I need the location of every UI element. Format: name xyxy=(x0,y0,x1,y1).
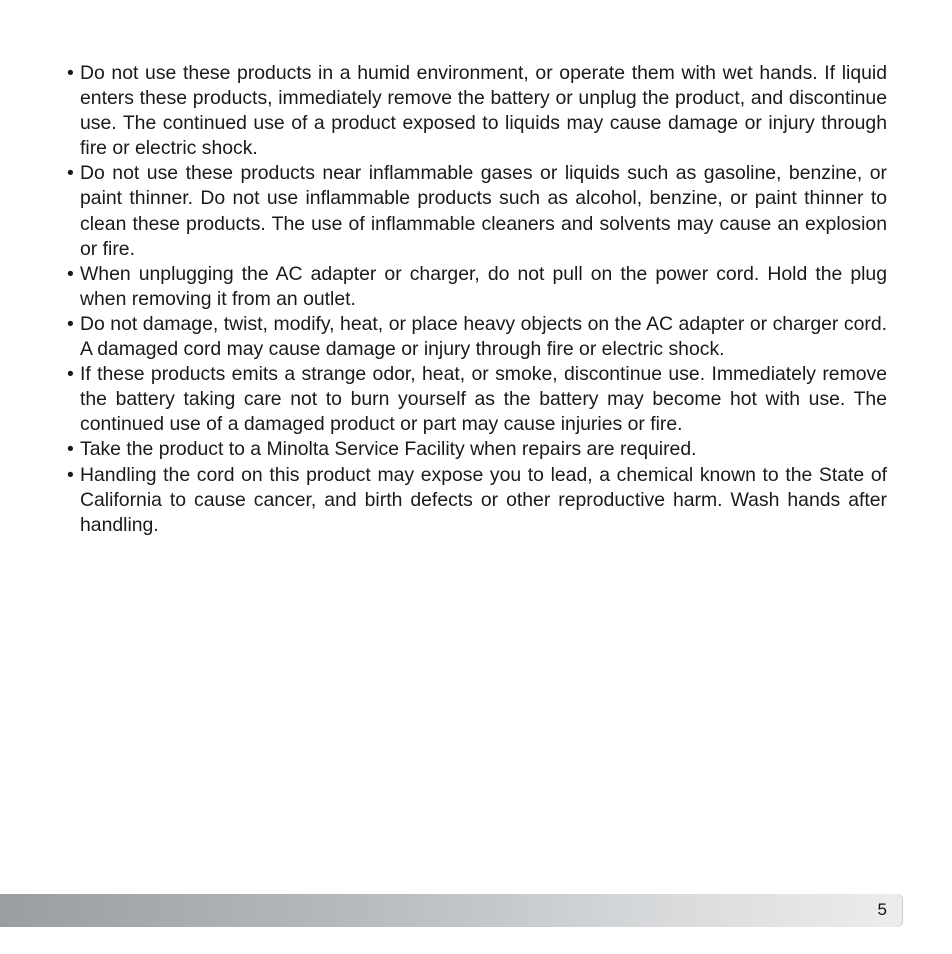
page-number: 5 xyxy=(877,900,887,919)
warning-item-humid xyxy=(66,61,887,161)
warning-text: If these products emits a strange odor, heat, or smoke, discontinue use. Immediately remove the battery taking care not to burn yourself as the battery may become hot with use. The continued use of a damaged product or part may cause injuries or fire. xyxy=(80,363,887,436)
safety-warning-list xyxy=(66,61,887,538)
warning-item-unplugging xyxy=(66,262,887,312)
warning-text: When unplugging the AC adapter or charger, do not pull on the power cord. Hold the plug when removing it from an outlet. xyxy=(80,262,887,310)
bullet-icon: • xyxy=(67,463,74,486)
warning-item-cord-damage xyxy=(66,312,887,362)
bullet-icon: • xyxy=(67,438,74,461)
warning-text: Handling the cord on this product may expose you to lead, a chemical known to the State of California to cause cancer, and birth defects or other reproductive harm. Wash hands after handling. xyxy=(80,463,887,536)
warning-text: Take the product to a Minolta Service Facility when repairs are required. xyxy=(80,438,697,461)
warning-text: Do not damage, twist, modify, heat, or place heavy objects on the AC adapter or charger cord. A damaged cord may cause damage or injury through fire or electric shock. xyxy=(80,312,887,361)
warning-item-service xyxy=(66,437,887,462)
bullet-icon: • xyxy=(67,363,74,386)
bullet-icon: • xyxy=(67,162,74,185)
footer-bar xyxy=(0,894,903,927)
warning-text: Do not use these products near inflammable gases or liquids such as gasoline, benzine, or paint thinner. Do not use inflammable products such as alcohol, benzine, or paint thinner to clean these products. The use of inflammable cleaners and solvents may cause an explosion or fire. xyxy=(80,162,887,260)
warning-item-odor-heat xyxy=(66,362,887,437)
warning-item-lead xyxy=(66,463,887,538)
bullet-icon: • xyxy=(67,262,74,285)
bullet-icon: • xyxy=(67,312,74,335)
warning-item-inflammable xyxy=(66,161,887,261)
bullet-icon: • xyxy=(67,62,74,84)
warning-text: Do not use these products in a humid environment, or operate them with wet hands. If liquid enters these products, immediately remove the battery or unplug the product, and discontinue use. The continued use of a product exposed to liquids may cause damage or injury through fire or electric shock. xyxy=(80,62,887,160)
